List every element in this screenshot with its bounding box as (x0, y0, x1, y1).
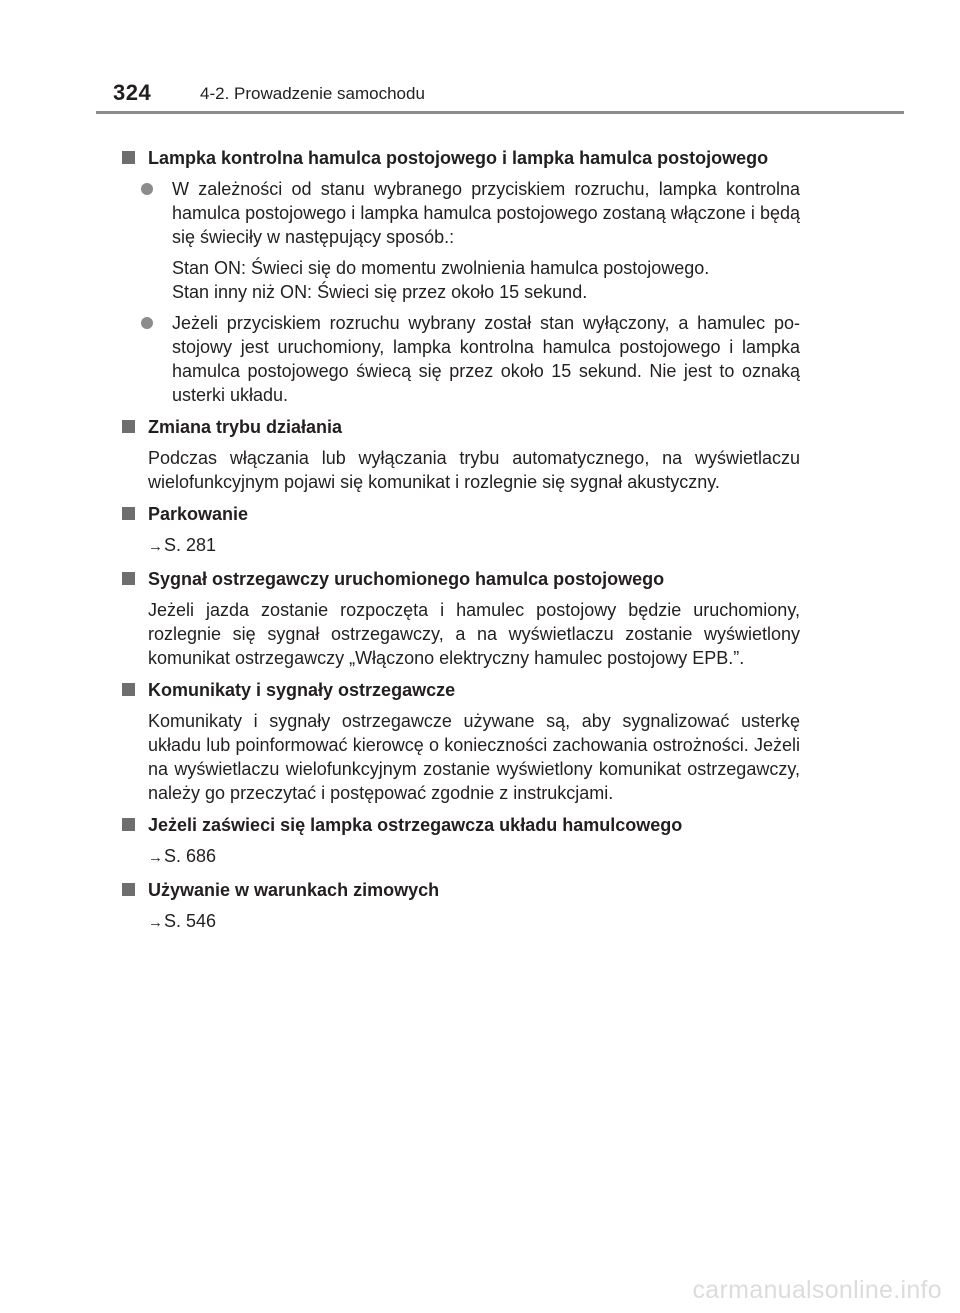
bullet-item (122, 177, 800, 249)
page-reference (122, 533, 800, 559)
arrow-right-icon: → (148, 849, 163, 866)
arrow-right-icon: → (148, 914, 163, 931)
heading-text: Używanie w warunkach zimowych (148, 880, 440, 900)
square-bullet-icon (122, 572, 135, 585)
heading-parking (122, 502, 800, 526)
bullet-item (122, 311, 800, 407)
state-on-line: Stan ON: Świeci się do momentu zwolnienia hamulca postojowego. (172, 258, 710, 278)
heading-text: Sygnał ostrzegawczy uruchomionego hamulca postojowego (148, 569, 665, 589)
arrow-right-icon: → (148, 538, 163, 555)
circle-bullet-icon (141, 183, 153, 195)
header-rule (96, 111, 904, 114)
page-reference-link[interactable]: S. 546 (164, 911, 217, 931)
page-content (122, 146, 800, 935)
square-bullet-icon (122, 683, 135, 696)
page-reference (122, 844, 800, 870)
paragraph: Podczas włączania lub wyłączania trybu automatycznego, na wyświetlaczu wielofunkcyjnym pojawi się komunikat i rozlegnie się sygnał akustyczny. (148, 448, 800, 492)
heading-brake-warning-light (122, 813, 800, 837)
watermark: carmanualsonline.info (692, 1276, 942, 1304)
bullet-text: W zależności od stanu wybranego przyciskiem rozruchu, lampka kontrolna hamulca postojowego i lampka hamulca postojowego zostaną włączone i będą się świeciły w następujący sposób.: (172, 179, 800, 247)
heading-text: Parkowanie (148, 504, 249, 524)
heading-text: Lampka kontrolna hamulca postojowego i lampka hamulca postojowego (148, 148, 769, 168)
circle-bullet-icon (141, 317, 153, 329)
heading-text: Komunikaty i sygnały ostrzegawcze (148, 680, 456, 700)
bullet-text: Jeżeli przyciskiem rozruchu wybrany został stan wyłączony, a hamulec po-stojowy jest uruchomiony, lampka kontrolna hamulca postojowego i lampka hamulca postojowego świecą się przez około 15 sekund. Nie jest to oznaką usterki układu. (172, 313, 800, 405)
heading-warning-buzzer (122, 567, 800, 591)
heading-warning-messages (122, 678, 800, 702)
square-bullet-icon (122, 507, 135, 520)
heading-parking-brake-indicator (122, 146, 800, 170)
heading-mode-change (122, 415, 800, 439)
square-bullet-icon (122, 151, 135, 164)
page-reference-link[interactable]: S. 281 (164, 535, 217, 555)
square-bullet-icon (122, 818, 135, 831)
square-bullet-icon (122, 883, 135, 896)
heading-text: Jeżeli zaświeci się lampka ostrzegawcza układu hamulcowego (148, 815, 683, 835)
square-bullet-icon (122, 420, 135, 433)
page-number: 324 (113, 80, 152, 105)
paragraph: Komunikaty i sygnały ostrzegawcze używane są, aby sygnalizować usterkę układu lub poinformować kierowcę o konieczności zachowania ostrożności. Jeżeli na wyświetlaczu wielofunkcyjnym zostanie wyświetlony komunikat ostrzegawczy, należy go przeczytać i postępować zgodnie z instrukcjami. (148, 711, 800, 803)
heading-winter-use (122, 878, 800, 902)
page-reference-link[interactable]: S. 686 (164, 846, 217, 866)
state-other-line: Stan inny niż ON: Świeci się przez około 15 sekund. (172, 282, 588, 302)
paragraph: Jeżeli jazda zostanie rozpoczęta i hamulec postojowy będzie uruchomiony, rozlegnie się sygnał ostrzegawczy, a na wyświetlaczu zostanie wyświetlony komunikat ostrzegawczy „Włączono elektryczny hamulec postojowy EPB.”. (148, 600, 800, 668)
heading-text: Zmiana trybu działania (148, 417, 343, 437)
page-reference (122, 909, 800, 935)
section-title: 4-2. Prowadzenie samochodu (200, 84, 425, 103)
page-header (0, 0, 960, 118)
